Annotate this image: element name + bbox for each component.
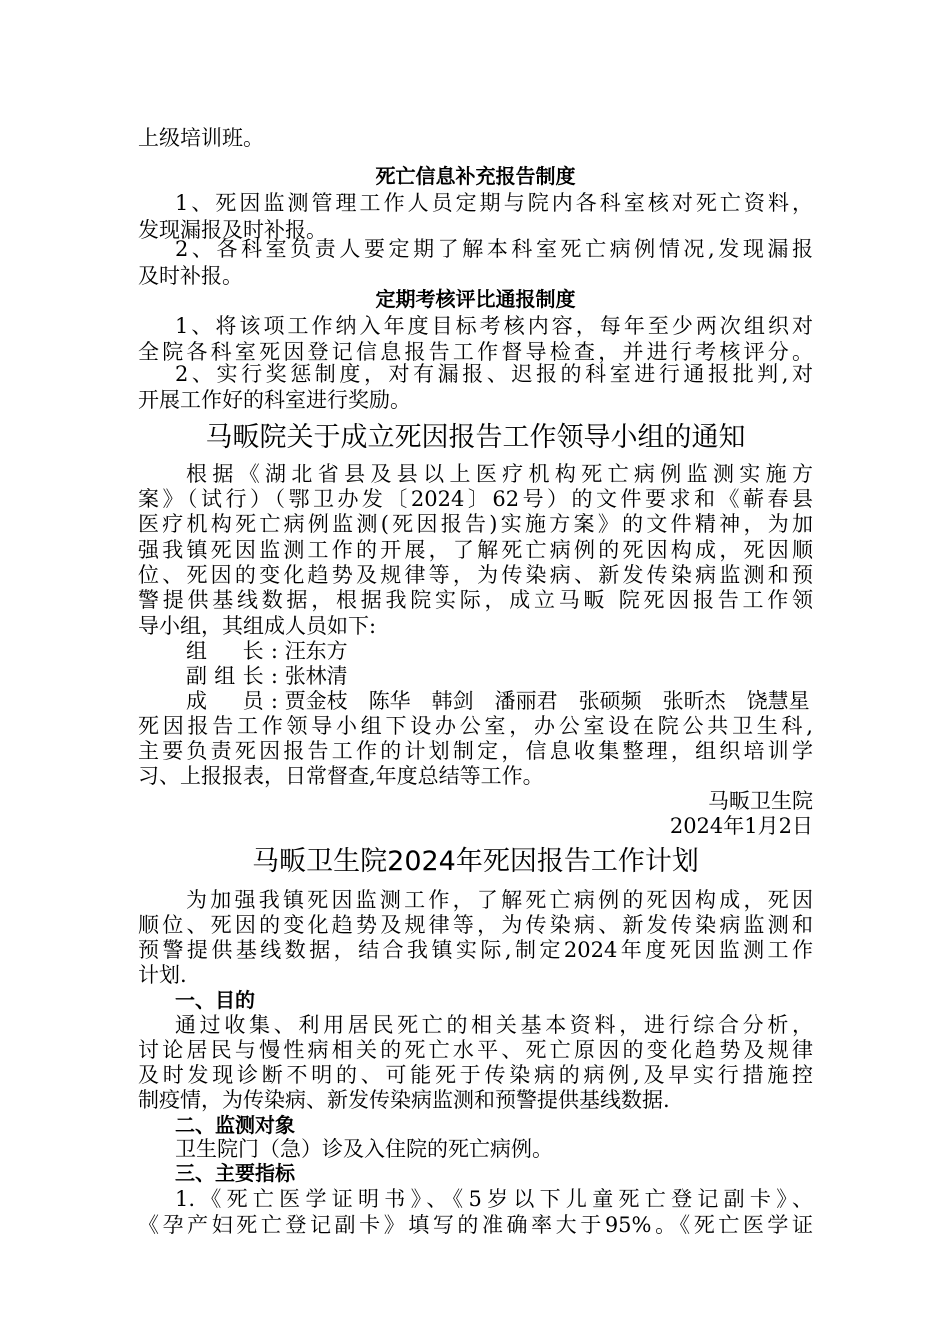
- heading-indicators: 三、主要指标: [175, 1161, 295, 1185]
- signature-org: 马畈卫生院: [708, 789, 813, 813]
- paragraph-line: 死因报告工作领导小组下设办公室，办公室设在院公共卫生科,: [138, 714, 813, 738]
- paragraph-line: 警提供基线数据，根据我院实际，成立马畈 院死因报告工作领: [138, 588, 813, 612]
- paragraph-line: 讨论居民与慢性病相关的死亡水平、死亡原因的变化趋势及规律: [138, 1038, 813, 1062]
- section-title-supplement: 死亡信息补充报告制度: [375, 164, 576, 188]
- paragraph-line: 为加强我镇死因监测工作，了解死亡病例的死因构成，死因: [186, 888, 813, 912]
- signature-date: 2024年1月2日: [669, 814, 813, 838]
- paragraph-line: 位、死因的变化趋势及规律等，为传染病、新发传染病监测和预: [138, 563, 813, 587]
- paragraph-line: 通过收集、利用居民死亡的相关基本资料，进行综合分析，: [175, 1013, 813, 1037]
- paragraph-line: 医疗机构死亡病例监测(死因报告)实施方案》的文件精神，为加: [138, 512, 813, 536]
- members-names: 贾金枝 陈华 韩剑 潘丽君 张硕频 张昕杰 饶慧星: [284, 689, 810, 713]
- paragraph-line: 1、将该项工作纳入年度目标考核内容，每年至少两次组织对: [175, 314, 813, 338]
- leader-row: [186, 638, 348, 665]
- paragraph-line: 2、实行奖惩制度，对有漏报、迟报的科室进行通报批判,对: [175, 362, 813, 386]
- paragraph-line: 导小组，其组成人员如下:: [138, 614, 377, 638]
- paragraph-line: 卫生院门（急）诊及入住院的死亡病例。: [175, 1137, 553, 1161]
- paragraph-line: 开展工作好的科室进行奖励。: [138, 388, 411, 412]
- paragraph-line: 及时发现诊断不明的、可能死于传染病的病例,及早实行措施控: [138, 1063, 813, 1087]
- paragraph-line: 主要负责死因报告工作的计划制定，信息收集整理，组织培训学: [138, 739, 813, 763]
- deputy-label: 副组长:: [186, 664, 278, 688]
- deputy-row: [186, 663, 348, 690]
- heading-target: 二、监测对象: [175, 1113, 295, 1137]
- members-row: [186, 688, 810, 715]
- deputy-name: 张林清: [284, 664, 348, 688]
- paragraph-line: 预警提供基线数据，结合我镇实际,制定2024年度死因监测工作: [138, 938, 813, 962]
- paragraph-line: 1、死因监测管理工作人员定期与院内各科室核对死亡资料，: [175, 191, 813, 215]
- paragraph-line: 发现漏报及时补报。: [138, 218, 327, 242]
- paragraph-line: 全院各科室死因登记信息报告工作督导检查，并进行考核评分。: [138, 340, 813, 364]
- notice-title: 马畈院关于成立死因报告工作领导小组的通知: [205, 422, 746, 453]
- heading-purpose: 一、目的: [175, 988, 255, 1012]
- paragraph-line: 强我镇死因监测工作的开展，了解死亡病例的死因构成，死因顺: [138, 538, 813, 562]
- paragraph-line: 顺位、死因的变化趋势及规律等，为传染病、新发传染病监测和: [138, 913, 813, 937]
- paragraph-line: 计划.: [138, 963, 187, 987]
- paragraph-line: 1.《死亡医学证明书》、《5岁以下儿童死亡登记副卡》、: [175, 1187, 813, 1211]
- paragraph-line: 习、上报报表，日常督查,年度总结等工作。: [138, 764, 544, 788]
- section-title-assessment: 定期考核评比通报制度: [375, 287, 576, 311]
- paragraph-line: 制疫情，为传染病、新发传染病监测和预警提供基线数据.: [138, 1088, 670, 1112]
- members-label: 成 员:: [186, 689, 278, 713]
- paragraph-line: 案》（试行）（鄂卫办发〔2024〕62号）的文件要求和《蕲春县: [138, 487, 813, 511]
- leader-label: 组 长:: [186, 639, 278, 663]
- plan-title: 马畈卫生院2024年死因报告工作计划: [252, 846, 699, 877]
- paragraph-line: 《孕产妇死亡登记副卡》填写的准确率大于95%。《死亡医学证: [138, 1213, 813, 1237]
- intro-tail: 上级培训班。: [138, 126, 264, 150]
- paragraph-line: 2、各科室负责人要定期了解本科室死亡病例情况,发现漏报: [175, 237, 813, 261]
- paragraph-line: 根据《湖北省县及县以上医疗机构死亡病例监测实施方: [186, 462, 813, 486]
- paragraph-line: 及时补报。: [138, 264, 243, 288]
- leader-name: 汪东方: [284, 639, 348, 663]
